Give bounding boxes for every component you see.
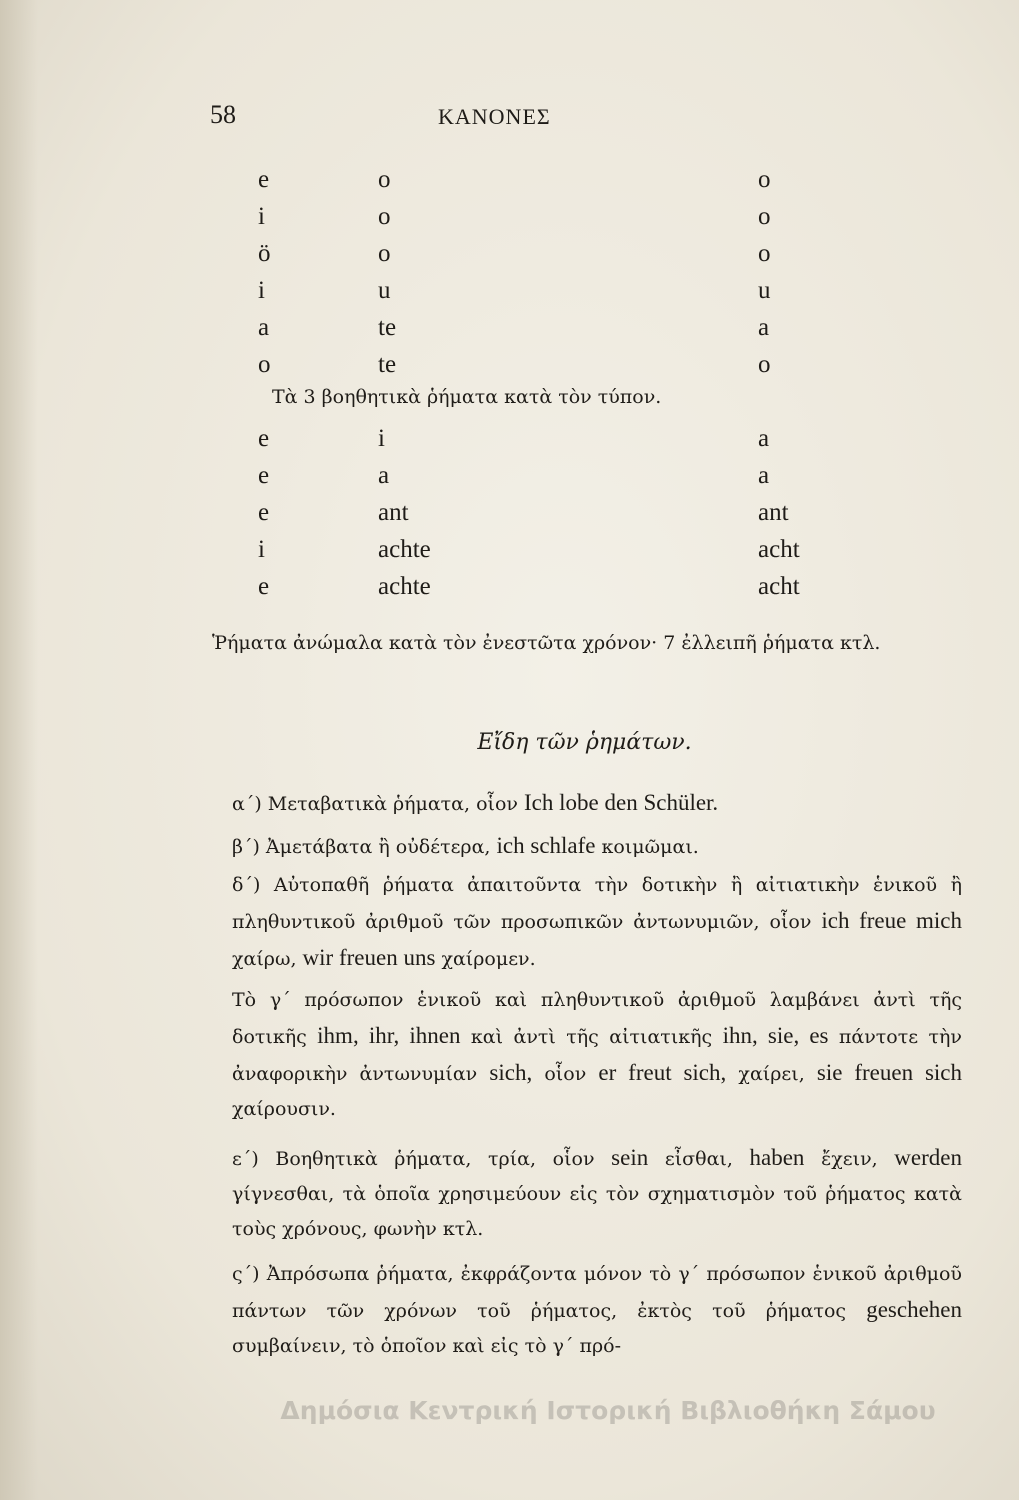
item-text: εἶσθαι, [648,1148,750,1170]
list-item-reflexive [232,868,962,977]
item-text: α΄) Μεταβατικὰ ῥήματα, οἷον [232,793,525,815]
strong-verb-vowel-table [258,166,798,388]
paragraph-text: Τὸ γ΄ πρόσωπον ἑνικοῦ καὶ πληθυντικοῦ ἀριθμοῦ λαμβάνει ἀντὶ τῆς δοτικῆς [232,989,962,1048]
table-cell: o [758,351,771,378]
paragraph-text: οἷον [532,1063,599,1085]
table-cell: achte [378,536,431,563]
table-cell: ö [258,240,271,267]
table-cell: a [258,314,270,341]
table-cell: o [758,166,771,193]
item-text: συμβαίνειν, τὸ ὁποῖον καὶ εἰς τὸ γ΄ πρό- [232,1335,622,1357]
table-row [258,573,798,610]
table-cell: o [758,240,771,267]
table-cell: o [378,240,391,267]
table-cell: e [258,462,270,489]
item-text: δ΄) Αὐτοπαθῆ ῥήματα ἀπαιτοῦντα τὴν δοτικὴν ἢ αἰτιατικὴν ἑνικοῦ ἢ πληθυντικοῦ ἀριθμοῦ τῶν προσωπικῶν ἀντωνυμιῶν, οἷον [232,874,962,933]
third-person-paragraph [232,983,962,1127]
table-cell: i [258,277,265,304]
table-cell: e [258,573,270,600]
item-text: ἔχειν, [804,1148,895,1170]
table-row [258,314,798,351]
table-cell: a [758,462,770,489]
table-cell: ant [378,499,409,526]
table-cell: i [378,425,385,452]
table-row [258,166,798,203]
table-cell: e [258,425,270,452]
list-item-transitive [232,785,962,822]
item-text: ς΄) Ἀπρόσωπα ῥήματα, ἐκφράζοντα μόνον τὸ γ΄ πρόσωπον ἑνικοῦ ἀριθμοῦ πάντων τῶν χρόνων τοῦ ῥήματος, ἐκτὸς τοῦ ῥήματος [232,1263,962,1322]
table-cell: e [258,499,270,526]
auxiliary-verb-table [258,425,798,610]
table-row [258,277,798,314]
table-row [258,536,798,573]
section-subheading: Εἴδη τῶν ῥημάτων. [477,730,692,755]
german-example: ich schlafe [496,833,596,858]
item-text: κοιμῶμαι. [595,836,699,858]
table-cell: i [258,203,265,230]
paragraph-text: καὶ ἀντὶ τῆς αἰτιατικῆς [460,1026,723,1048]
running-head: ΚΑΝΟΝΕΣ [438,104,551,129]
table-row [258,351,798,388]
german-example: ihm, ihr, ihnen [317,1023,461,1048]
anomalous-verbs-paragraph: Ῥήματα ἀνώμαλα κατὰ τὸν ἐνεστῶτα χρόνον· 7 ἐλλειπῆ ῥήματα κτλ. [212,632,881,654]
paragraph-text: χαίρουσιν. [232,1098,336,1120]
table-cell: a [758,314,770,341]
table-cell: a [758,425,770,452]
german-example: haben [749,1145,805,1170]
table-cell: u [378,277,391,304]
list-item-impersonal [232,1257,962,1364]
auxiliary-verbs-caption: Τὰ 3 βοηθητικὰ ῥήματα κατὰ τὸν τύπον. [272,386,662,408]
german-example: sich, [489,1060,533,1085]
page-header [210,100,770,140]
list-item-intransitive [232,828,962,865]
list-item-auxiliary [232,1140,962,1247]
item-text: γίγνεσθαι, τὰ ὁποῖα χρησιμεύουν εἰς τὸν σχηματισμὸν τοῦ ῥήματος κατὰ τοὺς χρόνους, φωνὴν κτλ. [232,1183,962,1240]
table-cell: o [758,203,771,230]
german-example: geschehen [866,1297,962,1322]
table-row [258,425,798,462]
table-cell: ant [758,499,789,526]
table-row [258,462,798,499]
table-cell: acht [758,536,800,563]
item-text: χαίρω, [232,948,303,970]
table-row [258,499,798,536]
table-cell: o [258,351,271,378]
library-watermark: Δημόσια Κεντρική Ιστορική Βιβλιοθήκη Σάμου [280,1396,936,1425]
german-example: er freut sich, [598,1060,727,1085]
table-cell: u [758,277,771,304]
table-cell: te [378,314,397,341]
item-text: ε΄) Βοηθητικὰ ῥήματα, τρία, οἷον [232,1148,612,1170]
german-example: sie freuen sich [816,1060,962,1085]
german-example: ich freue mich [821,908,962,933]
german-example: Ich lobe den Schüler. [524,790,719,815]
item-text: β΄) Ἀμετάβατα ἢ οὐδέτερα, [232,836,497,858]
paragraph-text: χαίρει, [726,1063,817,1085]
table-cell: o [378,203,391,230]
table-cell: o [378,166,391,193]
table-row [258,240,798,277]
table-cell: acht [758,573,800,600]
table-cell: te [378,351,397,378]
item-text: χαίρομεν. [435,948,536,970]
german-example: werden [894,1145,962,1170]
table-cell: e [258,166,270,193]
german-example: sein [611,1145,649,1170]
table-cell: i [258,536,265,563]
table-row [258,203,798,240]
paragraph-text: πάντοτε τὴν ἀναφορικὴν ἀντωνυμίαν [232,1026,962,1085]
page-number: 58 [210,100,236,129]
german-example: ihn, sie, es [722,1023,829,1048]
table-cell: a [378,462,390,489]
table-cell: achte [378,573,431,600]
german-example: wir freuen uns [302,945,436,970]
